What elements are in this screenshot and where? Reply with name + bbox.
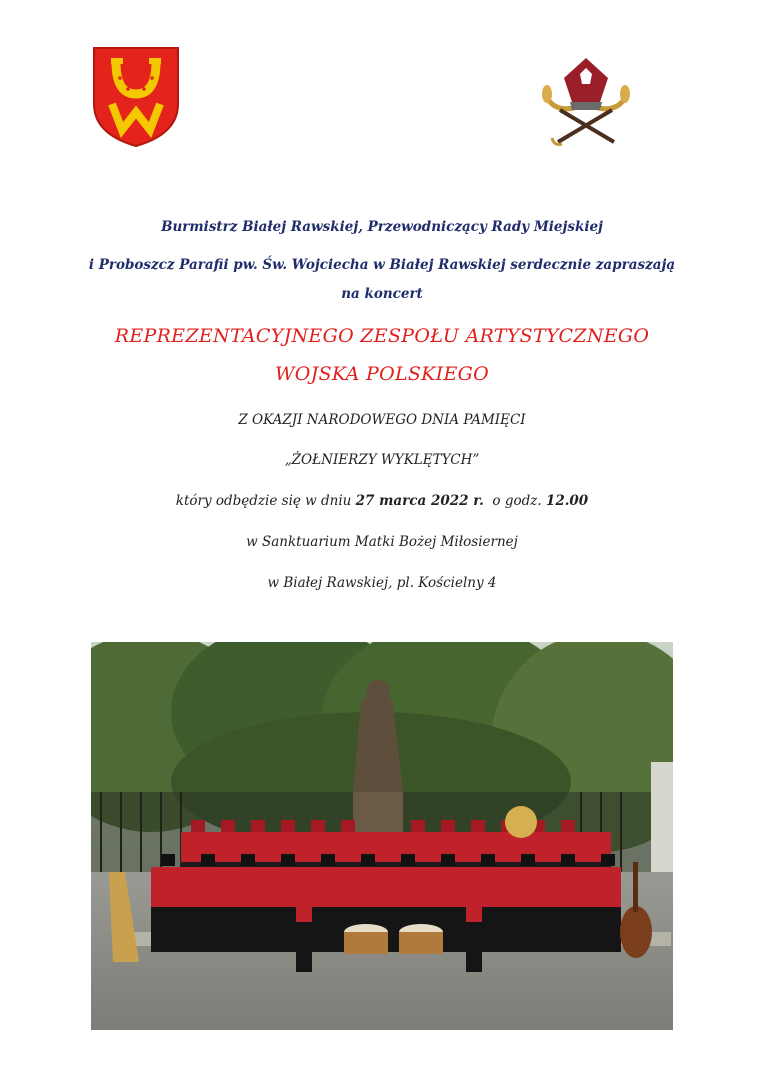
title-line-2: WOJSKA POLSKIEGO [274, 363, 490, 385]
occasion-line-2: „ŻOŁNIERZY WYKLĘTYCH” [284, 452, 480, 468]
header-line-2: i Proboszcz Parafii pw. Św. Wojciecha w Białej Rawskiej serdecznie zapraszają [88, 257, 676, 273]
title-line-1: REPREZENTACYJNEGO ZESPOŁU ARTYSTYCZNEGO [114, 325, 650, 347]
header-line-3: na koncert [341, 286, 423, 302]
venue-line: w Sanktuarium Matki Bożej Miłosiernej [246, 534, 518, 550]
header-line-1: Burmistrz Białej Rawskiej, Przewodniczący Rady Miejskiej [161, 219, 603, 235]
coat-of-arms-icon [90, 44, 182, 148]
orchestra-photo [91, 642, 673, 1030]
address-line: w Białej Rawskiej, pl. Kościelny 4 [267, 575, 497, 591]
occasion-line-1: Z OKAZJI NARODOWEGO DNIA PAMIĘCI [238, 412, 526, 428]
event-time: 12.00 [545, 493, 589, 509]
date-prefix: który odbędzie się w dniu [175, 493, 356, 509]
time-prefix: o godz. [483, 493, 546, 509]
event-date: 27 marca 2022 r. [355, 493, 484, 509]
date-line [0, 493, 764, 509]
military-emblem-icon [540, 52, 632, 148]
